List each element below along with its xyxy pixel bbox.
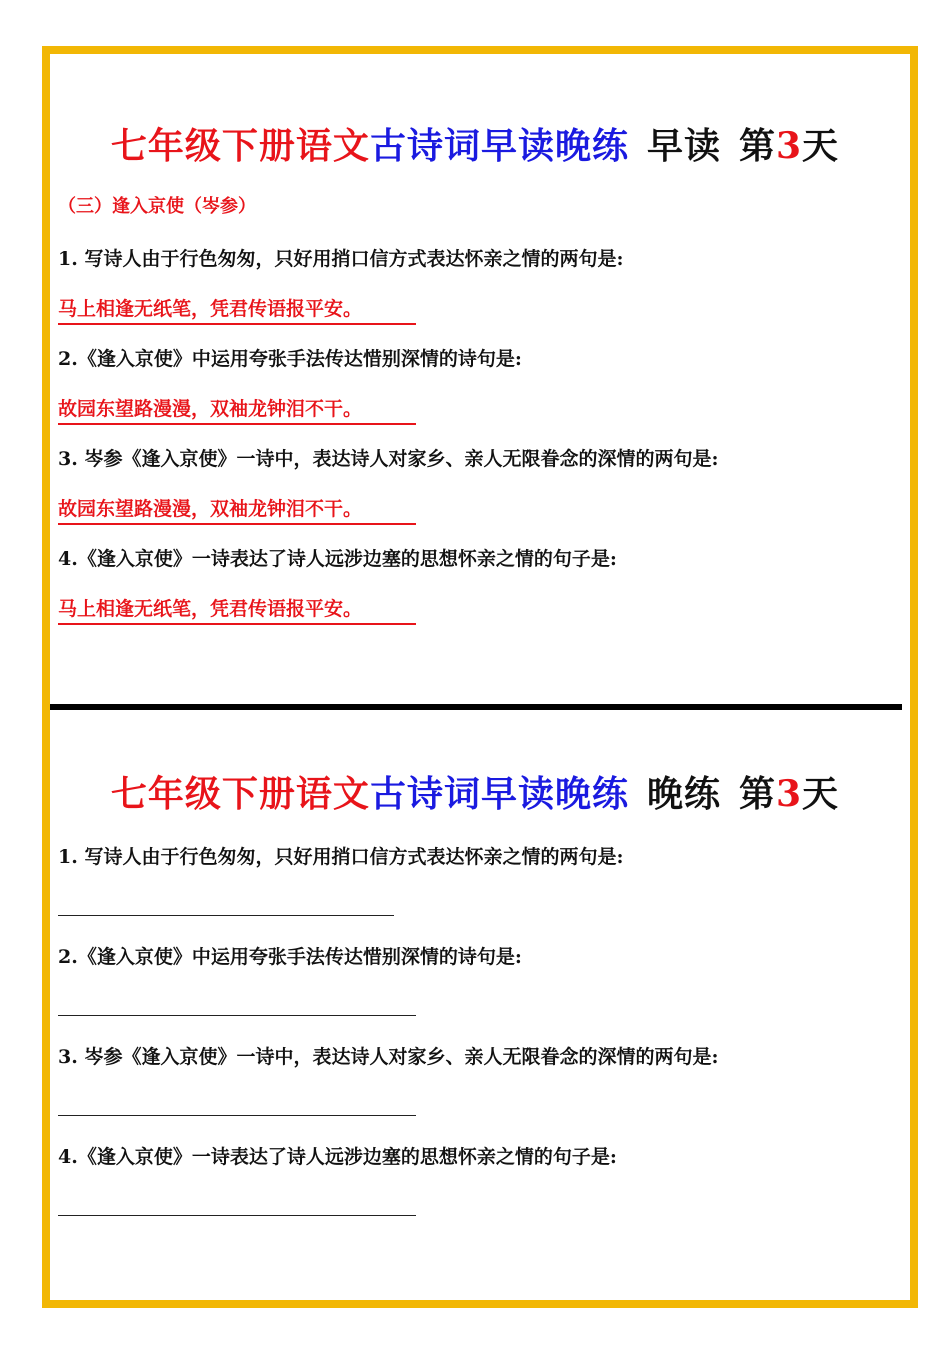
morning-question-3: 3. 岑参《逢入京使》一诗中，表达诗人对家乡、亲人无限眷念的深情的两句是:: [58, 448, 719, 470]
answer-blank-4[interactable]: [58, 1215, 416, 1216]
evening-question-4: 4.《逢入京使》一诗表达了诗人远涉边塞的思想怀亲之情的句子是:: [58, 1146, 617, 1168]
title-day-suffix: 天: [802, 125, 840, 167]
title-mode: 早读: [646, 125, 721, 167]
title-day-prefix: 第: [738, 125, 776, 167]
evening-title: [0, 766, 950, 817]
morning-title: [0, 118, 950, 169]
poem-subtitle: （三）逢入京使（岑参）: [58, 196, 256, 217]
evening-question-1: 1. 写诗人由于行色匆匆，只好用捎口信方式表达怀亲之情的两句是:: [58, 846, 624, 868]
morning-question-4: 4.《逢入京使》一诗表达了诗人远涉边塞的思想怀亲之情的句子是:: [58, 548, 617, 570]
evening-question-3: 3. 岑参《逢入京使》一诗中，表达诗人对家乡、亲人无限眷念的深情的两句是:: [58, 1046, 719, 1068]
morning-question-1: 1. 写诗人由于行色匆匆，只好用捎口信方式表达怀亲之情的两句是:: [58, 248, 624, 270]
title-red-part: 七年级下册语文: [110, 773, 370, 815]
answer-blank-3[interactable]: [58, 1115, 416, 1116]
title-mode: 晚练: [646, 773, 721, 815]
morning-answer-1: 马上相逢无纸笔，凭君传语报平安。: [58, 294, 416, 325]
morning-answer-3: 故园东望路漫漫，双袖龙钟泪不干。: [58, 494, 416, 525]
title-day-suffix: 天: [802, 773, 840, 815]
title-day-number: 3: [775, 773, 803, 815]
section-divider: [50, 704, 902, 710]
morning-question-2: 2.《逢入京使》中运用夸张手法传达惜别深情的诗句是:: [58, 348, 522, 370]
evening-question-2: 2.《逢入京使》中运用夸张手法传达惜别深情的诗句是:: [58, 946, 522, 968]
morning-answer-4: 马上相逢无纸笔，凭君传语报平安。: [58, 594, 416, 625]
answer-blank-1[interactable]: [58, 915, 394, 916]
answer-blank-2[interactable]: [58, 1015, 416, 1016]
title-blue-part: 古诗词早读晚练: [369, 125, 629, 167]
morning-answer-2: 故园东望路漫漫，双袖龙钟泪不干。: [58, 394, 416, 425]
title-day-number: 3: [775, 125, 803, 167]
title-day-prefix: 第: [738, 773, 776, 815]
title-red-part: 七年级下册语文: [110, 125, 370, 167]
title-blue-part: 古诗词早读晚练: [369, 773, 629, 815]
page-frame: [42, 46, 918, 1308]
